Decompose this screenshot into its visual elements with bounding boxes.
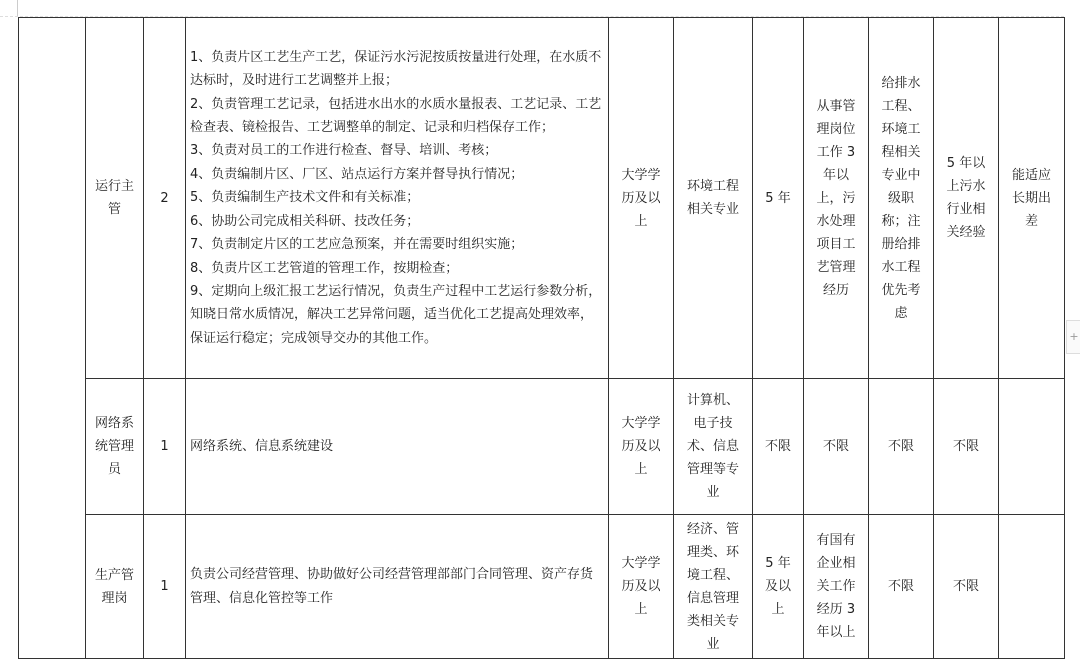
industry-cell: 不限 [934, 379, 999, 515]
duty-item: 2、负责管理工艺记录，包括进水出水的水质水量报表、工艺记录、工艺检查表、镜检报告、工艺调整单的制定、记录和归档保存工作； [190, 96, 602, 136]
industry-cell: 5 年以 上污水 行业相 关经验 [934, 18, 999, 379]
position-cell: 生产管 理岗 [86, 515, 144, 659]
duty-item: 网络系统、信息系统建设 [190, 438, 334, 454]
education-cell: 大学学 历及以 上 [609, 515, 674, 659]
count-cell: 2 [144, 18, 186, 379]
table-row [19, 18, 1065, 379]
experience-cell: 不限 [804, 379, 869, 515]
duty-item: 4、负责编制片区、厂区、站点运行方案并督导执行情况； [190, 166, 524, 182]
table-row [19, 515, 1065, 659]
education-cell: 大学学 历及以 上 [609, 379, 674, 515]
experience-cell: 有国有 企业相 关工作 经历 3 年以上 [804, 515, 869, 659]
count-cell: 1 [144, 515, 186, 659]
title-cell: 不限 [869, 515, 934, 659]
duty-item: 9、定期向上级汇报工艺运行情况，负责生产过程中工艺运行参数分析，知晓日常水质情况，解决工艺异常问题，适当优化工艺提高处理效率，保证运行稳定；完成领导交办的其他工作。 [190, 283, 602, 346]
years-cell: 5 年 及以 上 [753, 515, 804, 659]
experience-cell: 从事管 理岗位 工作 3 年以 上，污 水处理 项目工 艺管理 经历 [804, 18, 869, 379]
years-cell: 不限 [753, 379, 804, 515]
other-cell: 能适应 长期出 差 [999, 18, 1065, 379]
other-cell [999, 379, 1065, 515]
duty-item: 5、负责编制生产技术文件和有关标准； [190, 190, 420, 206]
table-row [19, 379, 1065, 515]
duty-item: 1、负责片区工艺生产工艺，保证污水污泥按质按量进行处理，在水质不达标时，及时进行工艺调整并上报； [190, 49, 602, 89]
duty-item: 负责公司经营管理、协助做好公司经营管理部部门合同管理、资产存货管理、信息化管控等工作 [190, 567, 594, 606]
duty-item: 3、负责对员工的工作进行检查、督导、培训、考核； [190, 143, 498, 159]
major-cell: 计算机、 电子技 术、信息 管理等专 业 [674, 379, 753, 515]
count-cell: 1 [144, 379, 186, 515]
major-cell: 环境工程 相关专业 [674, 18, 753, 379]
duty-item: 6、协助公司完成相关科研、技改任务； [190, 213, 420, 229]
page-edge [17, 0, 18, 16]
title-cell: 不限 [869, 379, 934, 515]
duties-cell [186, 18, 609, 379]
add-column-button[interactable]: + [1066, 320, 1080, 354]
position-cell: 运行主 管 [86, 18, 144, 379]
industry-cell: 不限 [934, 515, 999, 659]
education-cell: 大学学 历及以 上 [609, 18, 674, 379]
major-cell: 经济、管 理类、环 境工程、 信息管理 类相关专 业 [674, 515, 753, 659]
duties-cell [186, 515, 609, 659]
title-cell: 给排水 工程、 环境工 程相关 专业中 级职 称；注 册给排 水工程 优先考 虑 [869, 18, 934, 379]
position-cell: 网络系 统管理 员 [86, 379, 144, 515]
recruitment-table [18, 17, 1065, 659]
duty-item: 8、负责片区工艺管道的管理工作，按期检查； [190, 260, 459, 276]
years-cell: 5 年 [753, 18, 804, 379]
duties-cell [186, 379, 609, 515]
department-cell [19, 18, 86, 659]
duty-item: 7、负责制定片区的工艺应急预案，并在需要时组织实施； [190, 237, 524, 253]
other-cell [999, 515, 1065, 659]
